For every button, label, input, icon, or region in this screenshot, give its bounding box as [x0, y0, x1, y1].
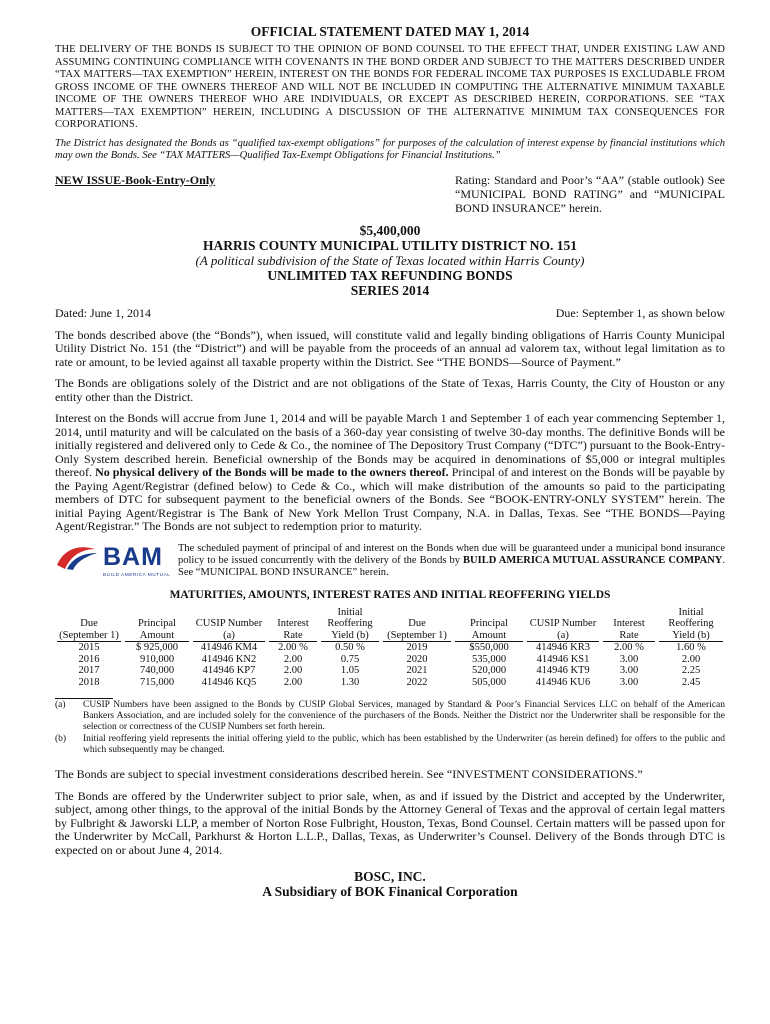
table-cell: 2.00 %	[614, 642, 644, 653]
table-cell: 0.75	[340, 653, 360, 665]
table-cell: 2015	[78, 642, 100, 653]
table-cell: 414946 KN2	[201, 653, 257, 665]
column-header-label: Interest Rate	[603, 618, 655, 642]
table-cell: 505,000	[471, 676, 507, 688]
table-cell: $550,000	[469, 642, 509, 653]
table-cell: 1.05	[340, 665, 360, 676]
table-cell: 2016	[78, 653, 100, 665]
column-header-label: Initial Reoffering Yield (b)	[321, 607, 379, 643]
table-cell: 3.00	[619, 653, 639, 665]
table-cell: 414946 KT9	[536, 665, 590, 676]
underwriter-name: BOSC, INC.	[354, 869, 426, 884]
table-row	[55, 654, 725, 666]
table-cell: 414946 KQ5	[201, 676, 257, 688]
body-paragraph-3-part-a: Interest on the Bonds will accrue from June 1, 2014 and will be payable March 1 and September 1 of each year commencing September 1, 2014, until maturity and will be calculated on the basis of a 360-day year consisting of twelve 30-day months. The definitive Bonds will be initially registered and delivered only to Cede & Co., the nominee of The Depository Trust Company (“DTC”) pursuant to the Book-Entry-Only System described herein. Beneficial ownership of the Bonds may be acquired in denominations of $5,000 or integral multiples thereof.	[55, 411, 725, 479]
table-cell: 414946 KR3	[536, 642, 590, 653]
body-paragraph-1: The bonds described above (the “Bonds”), when issued, will constitute valid and legally binding obligations of Harris County Municipal Utility District No. 151 (the “District”) and will be payable from the proceeds of an annual ad valorem tax, without legal limitation as to rate or amount, to be levied against all taxable property within the District. See “THE BONDS—Source of Payment.”	[55, 327, 725, 369]
dated-date: Dated: June 1, 2014	[55, 305, 151, 320]
column-header-label: CUSIP Number (a)	[527, 618, 599, 642]
underwriter-subsidiary: A Subsidiary of BOK Finanical Corporation	[262, 884, 518, 899]
official-statement-page	[55, 24, 725, 899]
table-cell: 2.00	[681, 653, 701, 665]
bam-logo	[55, 543, 178, 577]
footnote-b-label: (b)	[55, 734, 67, 744]
issue-rating-row	[55, 173, 725, 215]
table-row	[55, 665, 725, 677]
col-header-yield-right	[657, 607, 725, 643]
table-cell: 740,000	[139, 665, 175, 676]
bam-logo-tagline: BUILD AMERICA MUTUAL	[103, 571, 171, 577]
table-cell: 3.00	[619, 665, 639, 676]
col-header-rate-left	[267, 607, 319, 643]
table-cell: 2.00	[283, 676, 303, 688]
col-header-yield-left	[319, 607, 381, 643]
table-row	[55, 677, 725, 689]
tax-exemption-notice: THE DELIVERY OF THE BONDS IS SUBJECT TO THE OPINION OF BOND COUNSEL TO THE EFFECT THAT, UNDER EXISTING LAW AND ASSUMING CONTINUING COMPLIANCE WITH COVENANTS IN THE BOND ORDER AND SUBJECT TO THE MATTERS DESCRIBED UNDER “TAX MATTERS—TAX EXEMPTION” HEREIN, INTEREST ON THE BONDS FOR FEDERAL INCOME TAX PURPOSES IS EXCLUDABLE FROM GROSS INCOME OF THE OWNERS THEREOF AND WILL NOT BE INCLUDED IN COMPUTING THE ALTERNATIVE MINIMUM TAXABLE INCOME OF THE OWNERS THEREOF WHO ARE INDIVIDUALS, OR EXCEPT AS DESCRIBED HEREIN, CORPORATIONS. SEE “TAX MATTERS—TAX EXEMPTION” HEREIN, INCLUDING A DISCUSSION OF THE ALTERNATIVE MINIMUM TAX CONSEQUENCES FOR CORPORATIONS.	[55, 44, 725, 130]
table-cell: 2.45	[681, 676, 701, 688]
bam-company-name: BUILD AMERICA MUTUAL ASSURANCE COMPANY	[463, 554, 723, 566]
table-cell: 2.00	[283, 665, 303, 676]
body-paragraph-3-part-b: Principal of and interest on the Bonds will be payable by the Paying Agent/Registrar (defined below) to Cede & Co., which will make distribution of the amounts so paid to the participating members of DTC for subsequent payment to the beneficial owners of the Bonds. See “BOOK-ENTRY-ONLY SYSTEM” herein. The initial Paying Agent/Registrar is The Bank of New York Mellon Trust Company, N.A. in Dallas, Texas. See “THE BONDS—Paying Agent/Registrar.” The Bonds are not subject to redemption prior to maturity.	[55, 465, 726, 533]
table-cell: 2017	[78, 665, 100, 676]
district-subdivision: (A political subdivision of the State of Texas located within Harris County)	[195, 252, 585, 268]
table-cell: 715,000	[139, 676, 175, 688]
table-cell: 2.00 %	[278, 642, 308, 653]
bam-insurance-block	[55, 543, 725, 579]
table-cell: 2022	[406, 676, 428, 688]
table-cell: 2018	[78, 676, 100, 688]
offering-paragraph: The Bonds are offered by the Underwriter subject to prior sale, when, as and if issued by the District and accepted by the Underwriter, subject, among other things, to the approval of the initial Bonds by the Attorney General of Texas and the approval of certain legal matters by Fulbright & Jaworski LLP, a member of Norton Rose Fulbright, Houston, Texas, Bond Counsel. Certain matters will be passed upon for the Underwriter by McCall, Parkhurst & Horton L.L.P., Dallas, Texas, as Underwriter’s Counsel. Delivery of the Bonds through DTC is expected on or about June 4, 2014.	[55, 788, 725, 857]
column-header-label: CUSIP Number (a)	[193, 618, 265, 642]
no-physical-delivery-notice: No physical delivery of the Bonds will be made to the owners thereof.	[95, 465, 449, 479]
col-header-rate-right	[601, 607, 657, 643]
bam-logo-word: BAM	[103, 542, 163, 571]
table-cell: 414946 KP7	[202, 665, 256, 676]
table-cell: 910,000	[139, 653, 175, 665]
table-cell: 414946 KM4	[200, 642, 258, 653]
due-date: Due: September 1, as shown below	[555, 305, 725, 320]
footnote-a-text: CUSIP Numbers have been assigned to the Bonds by CUSIP Global Services, managed by Standard & Poor’s Financial Services LLC on behalf of the American Bankers Association, and are included solely for the convenience of the purchasers of the Bonds. Neither the District nor the Underwriter shall be responsible for the selection or correctness of the CUSIP Numbers set forth herein.	[83, 700, 725, 732]
col-header-cusip-left	[191, 607, 267, 643]
col-header-cusip-right	[525, 607, 601, 643]
investment-considerations-paragraph: The Bonds are subject to special investment considerations described herein. See “INVESTMENT CONSIDERATIONS.”	[55, 767, 643, 781]
table-cell: 1.30	[340, 676, 360, 688]
body-paragraph-3	[55, 412, 725, 534]
bam-text-part-a: The scheduled payment of principal of and interest on the Bonds when due will be guaranteed under a municipal bond insurance policy to be issued concurrently with the delivery of the Bonds by	[178, 542, 725, 566]
table-cell: 535,000	[471, 653, 507, 665]
new-issue-label: NEW ISSUE-Book-Entry-Only	[55, 172, 216, 187]
district-name: HARRIS COUNTY MUNICIPAL UTILITY DISTRICT NO. 151	[203, 237, 577, 253]
table-cell: 2.25	[681, 665, 701, 676]
table-cell: 2020	[406, 653, 428, 665]
bond-series: SERIES 2014	[350, 282, 430, 298]
column-header-label: Due (September 1)	[57, 618, 121, 642]
maturities-header-row	[55, 607, 725, 643]
table-cell: 414946 KU6	[535, 676, 591, 688]
col-header-amount-left	[123, 607, 191, 643]
table-cell: 414946 KS1	[536, 653, 590, 665]
bam-text-part-b: . See “MUNICIPAL BOND INSURANCE” herein.	[178, 554, 725, 578]
rating-text: Rating: Standard and Poor’s “AA” (stable outlook) See “MUNICIPAL BOND RATING” and “MUNICIPAL BOND INSURANCE” herein.	[455, 172, 725, 215]
bam-swoosh-icon	[55, 543, 99, 571]
document-title: OFFICIAL STATEMENT DATED MAY 1, 2014	[250, 24, 530, 39]
column-header-label: Due (September 1)	[383, 618, 451, 642]
table-cell: 2021	[406, 665, 428, 676]
footnote-b	[55, 734, 725, 756]
table-cell: 1.60 %	[676, 642, 706, 653]
col-header-due-right	[381, 607, 453, 643]
bond-amount: $5,400,000	[359, 222, 421, 238]
table-cell: 0.50 %	[335, 642, 365, 653]
footnote-a-label: (a)	[55, 700, 66, 710]
bond-type: UNLIMITED TAX REFUNDING BONDS	[267, 267, 513, 283]
table-cell: $ 925,000	[136, 642, 178, 653]
body-paragraph-2: The Bonds are obligations solely of the District and are not obligations of the State of Texas, Harris County, the City of Houston or any entity other than the District.	[55, 376, 725, 404]
column-header-label: Interest Rate	[269, 618, 317, 642]
column-header-label: Principal Amount	[455, 618, 523, 642]
column-header-label: Principal Amount	[125, 618, 189, 642]
table-cell: 2.00	[283, 653, 303, 665]
maturities-title: MATURITIES, AMOUNTS, INTEREST RATES AND INITIAL REOFFERING YIELDS	[169, 588, 611, 601]
dates-row	[55, 306, 725, 321]
bam-insurance-text	[178, 543, 725, 579]
qualified-tax-exempt-notice: The District has designated the Bonds as “qualified tax-exempt obligations” for purposes of the calculation of interest expense by financial institutions which may own the Bonds. See “TAX MATTERS—Qualified Tax-Exempt Obligations for Financial Institutions.”	[55, 137, 725, 161]
table-row	[55, 642, 725, 654]
footnote-a	[55, 700, 725, 733]
maturities-table	[55, 607, 725, 689]
footnote-b-text: Initial reoffering yield represents the initial offering yield to the public, which has been established by the Underwriter (as herein defined) for offers to the public and which subsequently may be changed.	[83, 734, 725, 755]
footnote-divider	[55, 698, 113, 699]
col-header-due-left	[55, 607, 123, 643]
col-header-amount-right	[453, 607, 525, 643]
table-cell: 520,000	[471, 665, 507, 676]
table-cell: 2019	[406, 642, 428, 653]
column-header-label: Initial Reoffering Yield (b)	[659, 607, 723, 643]
table-cell: 3.00	[619, 676, 639, 688]
